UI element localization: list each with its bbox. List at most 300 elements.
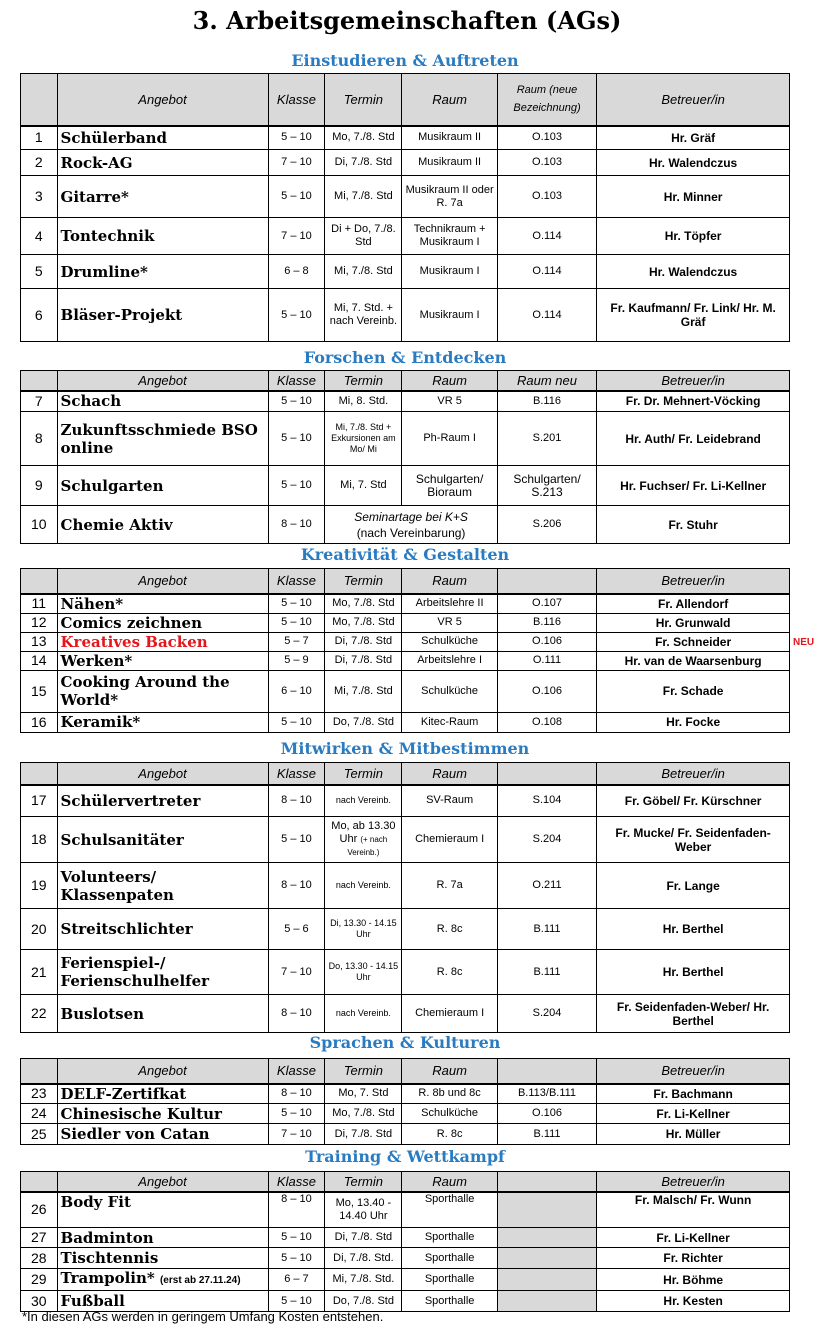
row-raum: Arbeitslehre II [402, 594, 497, 614]
row-betreuer: Hr. Kesten [597, 1291, 790, 1312]
row-termin: Mo, 7./8. Std [325, 126, 402, 150]
row-termin: nach Vereinb. [325, 995, 402, 1033]
row-raum-neu: O.211 [497, 863, 596, 909]
row-raum-neu: O.114 [497, 255, 596, 289]
row-raum: Sporthalle [402, 1228, 497, 1248]
row-number: 11 [21, 594, 58, 614]
row-termin-raum [325, 506, 497, 544]
row-klasse: 5 – 10 [268, 1228, 325, 1248]
section-title-kreativitaet: Kreativität & Gestalten [300, 545, 510, 564]
row-klasse: 5 – 10 [268, 126, 325, 150]
col-klasse: Klasse [268, 569, 325, 594]
row-raum: Schulküche [402, 670, 497, 712]
row-angebot [57, 1269, 268, 1291]
col-angebot: Angebot [57, 1059, 268, 1084]
row-angebot: Bläser-Projekt [57, 289, 268, 342]
row-klasse: 5 – 10 [268, 176, 325, 218]
row-betreuer: Fr. Schneider [597, 632, 790, 651]
col-termin: Termin [325, 74, 402, 126]
col-klasse: Klasse [268, 763, 325, 785]
section-title-einstudieren: Einstudieren & Auftreten [291, 51, 519, 70]
row-termin: Di, 7./8. Std. [325, 1248, 402, 1269]
row-angebot: Schulsanitäter [57, 817, 268, 863]
row-raum: Sporthalle [402, 1248, 497, 1269]
page-title: 3. Arbeitsgemeinschaften (AGs) [192, 6, 622, 35]
row-angebot: Schülerband [57, 126, 268, 150]
row-klasse: 5 – 10 [268, 391, 325, 412]
row-termin: Mo, 7./8. Std [325, 1104, 402, 1124]
col-raum: Raum [402, 1172, 497, 1192]
seminar-note-sub: (nach Vereinbarung) [356, 525, 466, 540]
col-raum-neu [497, 763, 596, 785]
row-termin: Mi, 7./8. Std [325, 670, 402, 712]
row-raum: R. 7a [402, 863, 497, 909]
row-klasse: 8 – 10 [268, 506, 325, 544]
row-number: 5 [21, 255, 58, 289]
row-klasse: 5 – 10 [268, 466, 325, 506]
row-klasse: 7 – 10 [268, 218, 325, 255]
row-raum: Musikraum I [402, 255, 497, 289]
row-raum: Ph-Raum I [402, 412, 497, 466]
row-raum: Chemieraum I [402, 995, 497, 1033]
row-angebot: Streitschlichter [57, 909, 268, 950]
col-termin: Termin [325, 1059, 402, 1084]
row-termin: Mi, 7. Std [325, 466, 402, 506]
row-raum: Arbeitslehre I [402, 651, 497, 670]
col-raum-neu [497, 1059, 596, 1084]
row-number: 21 [21, 950, 58, 995]
col-raum-neu: Raum (neue Bezeichnung) [497, 74, 596, 126]
row-betreuer: Fr. Göbel/ Fr. Kürschner [597, 785, 790, 817]
row-raum-neu: O.103 [497, 126, 596, 150]
row-angebot: Schach [57, 391, 268, 412]
table-mitwirken [20, 762, 790, 1033]
col-klasse: Klasse [268, 371, 325, 391]
footnote: *In diesen AGs werden in geringem Umfang Kosten entstehen. [22, 1309, 384, 1324]
row-betreuer: Hr. Walendczus [597, 255, 790, 289]
row-klasse: 5 – 7 [268, 632, 325, 651]
col-termin: Termin [325, 1172, 402, 1192]
table-row [21, 126, 790, 150]
table-row [21, 632, 790, 651]
row-angebot: Chemie Aktiv [57, 506, 268, 544]
row-betreuer: Fr. Lange [597, 863, 790, 909]
row-angebot: Volunteers/ Klassenpaten [57, 863, 268, 909]
row-termin: Mi, 7./8. Std [325, 176, 402, 218]
row-angebot: Rock-AG [57, 150, 268, 176]
table-kreativitaet [20, 568, 790, 733]
row-raum-neu [497, 1269, 596, 1291]
row-termin: Di, 7./8. Std [325, 1228, 402, 1248]
row-number: 9 [21, 466, 58, 506]
row-raum-neu: O.103 [497, 150, 596, 176]
table-einstudieren [20, 73, 790, 342]
row-raum-neu: S.104 [497, 785, 596, 817]
row-raum-neu: O.103 [497, 176, 596, 218]
row-termin: Mi, 7./8. Std + Exkursionen am Mo/ Mi [325, 412, 402, 466]
col-angebot: Angebot [57, 569, 268, 594]
row-raum: Kitec-Raum [402, 712, 497, 732]
table-row [21, 785, 790, 817]
section-title-training: Training & Wettkampf [305, 1147, 505, 1166]
row-number: 27 [21, 1228, 58, 1248]
row-raum-neu: O.108 [497, 712, 596, 732]
row-betreuer: Fr. Seidenfaden-Weber/ Hr. Berthel [597, 995, 790, 1033]
row-angebot: Kreatives Backen [57, 632, 268, 651]
row-number: 14 [21, 651, 58, 670]
row-angebot: Gitarre* [57, 176, 268, 218]
table-header [21, 1172, 790, 1192]
table-row [21, 1104, 790, 1124]
row-raum: R. 8c [402, 1124, 497, 1145]
table-row [21, 670, 790, 712]
col-raum: Raum [402, 371, 497, 391]
row-betreuer: Fr. Li-Kellner [597, 1104, 790, 1124]
table-header [21, 371, 790, 391]
row-raum: R. 8c [402, 909, 497, 950]
row-klasse: 5 – 10 [268, 712, 325, 732]
row-raum: Technikraum + Musikraum I [402, 218, 497, 255]
table-row [21, 1084, 790, 1104]
row-betreuer: Fr. Malsch/ Fr. Wunn [597, 1192, 790, 1228]
row-raum-neu: S.204 [497, 817, 596, 863]
col-raum: Raum [402, 763, 497, 785]
col-betreuer: Betreuer/in [597, 1172, 790, 1192]
col-betreuer: Betreuer/in [597, 569, 790, 594]
row-angebot: Body Fit [57, 1192, 268, 1228]
col-termin: Termin [325, 371, 402, 391]
col-nr [21, 74, 58, 126]
row-raum: R. 8c [402, 950, 497, 995]
table-row [21, 176, 790, 218]
row-number: 4 [21, 218, 58, 255]
row-raum: SV-Raum [402, 785, 497, 817]
col-nr [21, 371, 58, 391]
table-header [21, 1059, 790, 1084]
row-klasse: 7 – 10 [268, 950, 325, 995]
row-number: 29 [21, 1269, 58, 1291]
row-raum-neu: B.111 [497, 1124, 596, 1145]
table-row [21, 1228, 790, 1248]
col-raum-neu: Raum neu [497, 371, 596, 391]
row-klasse: 8 – 10 [268, 863, 325, 909]
row-betreuer: Fr. Li-Kellner [597, 1228, 790, 1248]
row-betreuer: Hr. Müller [597, 1124, 790, 1145]
row-betreuer: Fr. Bachmann [597, 1084, 790, 1104]
col-betreuer: Betreuer/in [597, 763, 790, 785]
row-angebot: Badminton [57, 1228, 268, 1248]
row-raum: Schulküche [402, 1104, 497, 1124]
row-termin: Di, 7./8. Std [325, 150, 402, 176]
row-number: 3 [21, 176, 58, 218]
row-raum: Sporthalle [402, 1291, 497, 1312]
row-termin: Do, 13.30 - 14.15 Uhr [325, 950, 402, 995]
row-raum-neu: O.107 [497, 594, 596, 614]
table-header [21, 763, 790, 785]
row-raum-neu [497, 1228, 596, 1248]
row-raum: Musikraum II oder R. 7a [402, 176, 497, 218]
row-betreuer: Hr. van de Waarsenburg [597, 651, 790, 670]
col-betreuer: Betreuer/in [597, 371, 790, 391]
row-klasse: 8 – 10 [268, 1084, 325, 1104]
col-angebot: Angebot [57, 371, 268, 391]
col-betreuer: Betreuer/in [597, 1059, 790, 1084]
col-nr [21, 1172, 58, 1192]
table-row [21, 950, 790, 995]
table-row [21, 817, 790, 863]
row-betreuer: Fr. Richter [597, 1248, 790, 1269]
row-raum-neu: B.113/B.111 [497, 1084, 596, 1104]
row-raum-neu: S.204 [497, 995, 596, 1033]
table-header [21, 74, 790, 126]
table-row [21, 391, 790, 412]
col-angebot: Angebot [57, 1172, 268, 1192]
row-termin: Di, 7./8. Std [325, 632, 402, 651]
table-row [21, 613, 790, 632]
row-number: 13 [21, 632, 58, 651]
table-row [21, 1269, 790, 1291]
row-number: 7 [21, 391, 58, 412]
col-klasse: Klasse [268, 1059, 325, 1084]
row-klasse: 5 – 10 [268, 289, 325, 342]
row-klasse: 5 – 9 [268, 651, 325, 670]
col-angebot: Angebot [57, 74, 268, 126]
row-angebot: Keramik* [57, 712, 268, 732]
col-raum-neu [497, 569, 596, 594]
table-sprachen [20, 1058, 790, 1145]
table-row [21, 506, 790, 544]
table-training [20, 1171, 790, 1312]
row-klasse: 6 – 7 [268, 1269, 325, 1291]
row-number: 6 [21, 289, 58, 342]
row-klasse: 7 – 10 [268, 150, 325, 176]
row-raum: VR 5 [402, 613, 497, 632]
row-betreuer: Fr. Mucke/ Fr. Seidenfaden-Weber [597, 817, 790, 863]
row-betreuer: Hr. Töpfer [597, 218, 790, 255]
row-klasse: 5 – 10 [268, 1248, 325, 1269]
row-raum-neu: O.114 [497, 289, 596, 342]
table-row [21, 1192, 790, 1228]
col-raum: Raum [402, 569, 497, 594]
row-raum-neu [497, 1192, 596, 1228]
row-angebot: Cooking Around the World* [57, 670, 268, 712]
row-raum: Musikraum I [402, 289, 497, 342]
row-raum: Sporthalle [402, 1192, 497, 1228]
row-angebot: Siedler von Catan [57, 1124, 268, 1145]
table-row [21, 1248, 790, 1269]
row-termin: Di, 7./8. Std [325, 1124, 402, 1145]
row-raum: Musikraum II [402, 150, 497, 176]
row-klasse: 7 – 10 [268, 1124, 325, 1145]
row-raum-neu: B.111 [497, 909, 596, 950]
row-number: 1 [21, 126, 58, 150]
col-nr [21, 763, 58, 785]
col-nr [21, 1059, 58, 1084]
row-termin: Mo, 7./8. Std [325, 594, 402, 614]
row-number: 30 [21, 1291, 58, 1312]
col-klasse: Klasse [268, 1172, 325, 1192]
row-betreuer: Hr. Gräf [597, 126, 790, 150]
table-row [21, 218, 790, 255]
row-raum-neu: Schulgarten/ S.213 [497, 466, 596, 506]
row-raum-neu [497, 1291, 596, 1312]
row-angebot: Werken* [57, 651, 268, 670]
row-betreuer: Fr. Schade [597, 670, 790, 712]
row-number: 25 [21, 1124, 58, 1145]
row-betreuer: Hr. Berthel [597, 950, 790, 995]
row-klasse: 5 – 10 [268, 1104, 325, 1124]
table-row [21, 412, 790, 466]
table-row [21, 651, 790, 670]
row-termin: Mi, 7. Std. + nach Vereinb. [325, 289, 402, 342]
col-termin: Termin [325, 763, 402, 785]
row-termin: Mi, 7./8. Std. [325, 1269, 402, 1291]
row-termin: nach Vereinb. [325, 785, 402, 817]
row-angebot: Drumline* [57, 255, 268, 289]
row-klasse: 5 – 10 [268, 594, 325, 614]
row-number: 12 [21, 613, 58, 632]
row-number: 2 [21, 150, 58, 176]
section-title-sprachen: Sprachen & Kulturen [309, 1033, 501, 1052]
row-angebot: Comics zeichnen [57, 613, 268, 632]
row-klasse: 8 – 10 [268, 995, 325, 1033]
row-klasse: 5 – 10 [268, 1291, 325, 1312]
row-number: 17 [21, 785, 58, 817]
row-number: 18 [21, 817, 58, 863]
row-klasse: 6 – 8 [268, 255, 325, 289]
new-badge: NEU [793, 637, 814, 648]
row-raum-neu: B.116 [497, 391, 596, 412]
table-row [21, 909, 790, 950]
row-raum: Chemieraum I [402, 817, 497, 863]
row-termin: Do, 7./8. Std [325, 1291, 402, 1312]
row-number: 15 [21, 670, 58, 712]
row-betreuer: Hr. Auth/ Fr. Leidebrand [597, 412, 790, 466]
row-klasse: 5 – 6 [268, 909, 325, 950]
table-row [21, 255, 790, 289]
row-angebot: Schülervertreter [57, 785, 268, 817]
table-row [21, 863, 790, 909]
table-row [21, 150, 790, 176]
row-termin: Di + Do, 7./8. Std [325, 218, 402, 255]
col-betreuer: Betreuer/in [597, 74, 790, 126]
seminar-note: Seminartage bei K+S [354, 509, 468, 524]
table-row [21, 995, 790, 1033]
row-number: 20 [21, 909, 58, 950]
row-angebot: Buslotsen [57, 995, 268, 1033]
row-angebot: DELF-Zertifkat [57, 1084, 268, 1104]
row-raum-neu: B.111 [497, 950, 596, 995]
col-raum-neu [497, 1172, 596, 1192]
row-angebot: Tontechnik [57, 218, 268, 255]
col-nr [21, 569, 58, 594]
row-termin: Mo, 7. Std [325, 1084, 402, 1104]
row-termin: Do, 7./8. Std [325, 712, 402, 732]
row-raum-neu: O.106 [497, 670, 596, 712]
row-betreuer: Hr. Grunwald [597, 613, 790, 632]
row-termin: Mo, 13.40 - 14.40 Uhr [325, 1192, 402, 1228]
row-angebot: Zukunftsschmiede BSO online [57, 412, 268, 466]
row-raum-neu: O.114 [497, 218, 596, 255]
row-angebot: Chinesische Kultur [57, 1104, 268, 1124]
row-raum-neu: B.116 [497, 613, 596, 632]
row-raum: VR 5 [402, 391, 497, 412]
row-termin: Di, 7./8. Std [325, 651, 402, 670]
row-termin: Mi, 8. Std. [325, 391, 402, 412]
termin-note: (+ nach Vereinb.) [347, 835, 388, 857]
row-betreuer: Fr. Allendorf [597, 594, 790, 614]
col-klasse: Klasse [268, 74, 325, 126]
row-betreuer: Hr. Focke [597, 712, 790, 732]
row-klasse: 8 – 10 [268, 785, 325, 817]
row-raum: Schulgarten/ Bioraum [402, 466, 497, 506]
row-raum-neu [497, 1248, 596, 1269]
row-raum-neu: S.201 [497, 412, 596, 466]
row-raum-neu: O.106 [497, 1104, 596, 1124]
col-raum: Raum [402, 74, 497, 126]
table-row [21, 1124, 790, 1145]
row-angebot: Tischtennis [57, 1248, 268, 1269]
table-row [21, 289, 790, 342]
row-termin: Mi, 7./8. Std [325, 255, 402, 289]
row-betreuer: Fr. Kaufmann/ Fr. Link/ Hr. M. Gräf [597, 289, 790, 342]
row-angebot: Schulgarten [57, 466, 268, 506]
row-number: 24 [21, 1104, 58, 1124]
table-row [21, 594, 790, 614]
row-number: 16 [21, 712, 58, 732]
row-raum: Musikraum II [402, 126, 497, 150]
row-number: 26 [21, 1192, 58, 1228]
row-betreuer: Hr. Fuchser/ Fr. Li-Kellner [597, 466, 790, 506]
row-number: 19 [21, 863, 58, 909]
row-raum-neu: S.206 [497, 506, 596, 544]
row-klasse: 5 – 10 [268, 613, 325, 632]
row-betreuer: Hr. Walendczus [597, 150, 790, 176]
row-betreuer: Fr. Stuhr [597, 506, 790, 544]
row-raum-neu: O.111 [497, 651, 596, 670]
row-number: 8 [21, 412, 58, 466]
col-raum: Raum [402, 1059, 497, 1084]
row-termin: Mo, 7./8. Std [325, 613, 402, 632]
row-number: 28 [21, 1248, 58, 1269]
row-betreuer: Hr. Böhme [597, 1269, 790, 1291]
row-number: 23 [21, 1084, 58, 1104]
row-klasse: 5 – 10 [268, 412, 325, 466]
row-raum: Schulküche [402, 632, 497, 651]
row-betreuer: Hr. Minner [597, 176, 790, 218]
row-raum-neu: O.106 [497, 632, 596, 651]
angebot-suffix: (erst ab 27.11.24) [159, 1275, 241, 1286]
table-row [21, 712, 790, 732]
row-angebot: Ferienspiel-/ Ferienschulhelfer [57, 950, 268, 995]
col-angebot: Angebot [57, 763, 268, 785]
col-termin: Termin [325, 569, 402, 594]
row-klasse: 5 – 10 [268, 817, 325, 863]
row-klasse: 6 – 10 [268, 670, 325, 712]
row-betreuer: Hr. Berthel [597, 909, 790, 950]
termin-main: Mo, ab 13.30 Uhr [331, 820, 396, 845]
section-title-mitwirken: Mitwirken & Mitbestimmen [280, 739, 530, 758]
row-number: 10 [21, 506, 58, 544]
row-termin: nach Vereinb. [325, 863, 402, 909]
row-termin: Di, 13.30 - 14.15 Uhr [325, 909, 402, 950]
row-klasse: 8 – 10 [268, 1192, 325, 1228]
row-termin [325, 817, 402, 863]
table-header [21, 569, 790, 594]
table-forschen [20, 370, 790, 544]
row-betreuer: Fr. Dr. Mehnert-Vöcking [597, 391, 790, 412]
row-raum: Sporthalle [402, 1269, 497, 1291]
